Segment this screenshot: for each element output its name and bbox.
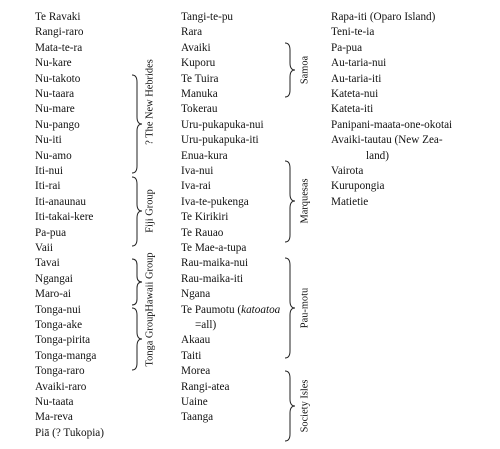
place-name: Mata-te-ra <box>35 41 83 54</box>
place-name: Nu-takoto <box>35 72 81 85</box>
group-label-society-isles: Society Isles <box>299 379 311 433</box>
place-name: Pa-pua <box>35 226 67 239</box>
place-name: Iti-anaunau <box>35 195 86 208</box>
place-name: Iva-nui <box>181 165 214 177</box>
place-name: Tonga-manga <box>35 349 97 362</box>
place-name: Uru-pukapuka-iti <box>181 134 259 147</box>
place-name: Te Kirikiri <box>181 211 229 224</box>
place-name: Vairota <box>331 165 364 177</box>
place-name-part: =all) <box>195 319 217 331</box>
place-name: Tonga-nui <box>35 303 81 316</box>
place-name: Te Tuira <box>181 72 219 85</box>
place-name: Avaiki-raro <box>35 380 87 393</box>
place-name: Iti-rai <box>35 180 61 193</box>
place-name: Kurupongia <box>331 180 385 193</box>
place-name: Ngana <box>181 288 211 301</box>
place-name: Rau-maika-nui <box>181 257 249 270</box>
place-name: Nu-iti <box>35 134 62 147</box>
brace-society-isles <box>283 370 297 442</box>
place-name: Uaine <box>181 396 208 408</box>
brace-tonga <box>130 307 144 371</box>
brace-samoa <box>283 42 297 98</box>
place-name: Nu-amo <box>35 149 72 162</box>
place-name: Nu-pango <box>35 118 80 131</box>
place-name: Tonga-raro <box>35 365 85 378</box>
place-name-paumotu <box>181 303 280 317</box>
place-name: Enua-kura <box>181 149 228 162</box>
place-name: Rangi-raro <box>35 26 84 39</box>
place-name: Te Mae-a-tupa <box>181 242 247 254</box>
place-name: Tokerau <box>181 103 218 116</box>
place-name: Rangi-atea <box>181 380 230 393</box>
place-name: Nu-kare <box>35 57 72 70</box>
brace-fiji <box>130 176 144 247</box>
place-name: Nu-mare <box>35 103 75 116</box>
brace-marquesas <box>283 160 297 243</box>
place-name: land) <box>366 149 389 162</box>
group-label-paumotu: Pau-motu <box>299 287 311 329</box>
place-name: Tonga-ake <box>35 319 83 331</box>
brace-hawaii <box>130 258 144 306</box>
place-name: Panipani-maata-one-okotai <box>331 118 453 131</box>
place-name: Nu-taata <box>35 396 74 408</box>
place-name: Matietie <box>331 195 369 208</box>
place-name: Rara <box>181 26 203 39</box>
place-name: Manuka <box>181 88 218 100</box>
place-name: Avaiki <box>181 41 211 54</box>
place-name-part: Te Paumotu ( <box>181 303 242 316</box>
group-label-new-hebrides: ? The New Hebrides <box>144 59 156 145</box>
place-name: Tangi-te-pu <box>181 11 234 23</box>
place-name: Kateta-nui <box>331 88 379 100</box>
place-name: Maro-ai <box>35 288 72 301</box>
place-name: Au-taria-iti <box>331 72 382 85</box>
place-name: Nu-taara <box>35 88 75 100</box>
place-name: Kuporu <box>181 57 216 70</box>
place-name: Au-taria-nui <box>331 57 387 70</box>
brace-paumotu <box>283 257 297 359</box>
place-name: Iva-te-pukenga <box>181 195 249 208</box>
group-label-hawaii: Hawaii Group <box>144 252 156 312</box>
place-name: Avaiki-tautau (New Zea- <box>331 134 443 147</box>
place-name: Taanga <box>181 411 214 424</box>
brace-new-hebrides <box>130 74 144 174</box>
place-name: Te Ravaki <box>35 11 81 23</box>
place-name: Taiti <box>181 349 202 362</box>
place-name: Pa-pua <box>331 41 363 54</box>
place-name: Te Rauao <box>181 226 224 239</box>
place-name: Kateta-iti <box>331 103 374 116</box>
place-name: Piā (? Tukopia) <box>35 426 104 439</box>
group-label-samoa: Samoa <box>299 55 311 85</box>
place-name-italic-part: katoatoa <box>241 303 281 316</box>
place-name: Iva-rai <box>181 180 211 193</box>
group-label-tonga: Tonga Group <box>144 311 156 367</box>
place-name: Iti-nui <box>35 165 63 177</box>
place-name: Tonga-pirita <box>35 334 91 347</box>
place-name: Tavai <box>35 257 60 270</box>
group-label-fiji: Fiji Group <box>144 189 156 233</box>
place-name: Teni-te-ia <box>331 26 375 39</box>
place-name: Iti-takai-kere <box>35 211 94 224</box>
place-name: Morea <box>181 365 211 378</box>
place-name: Rapa-iti (Oparo Island) <box>331 11 436 23</box>
group-label-marquesas: Marquesas <box>299 178 311 224</box>
place-name: Ma-reva <box>35 411 73 424</box>
place-name: Vaii <box>35 242 54 254</box>
place-name: Uru-pukapuka-nui <box>181 118 264 131</box>
place-name: Ngangai <box>35 272 73 285</box>
place-name: Rau-maika-iti <box>181 272 244 285</box>
place-name: Akaau <box>181 334 211 347</box>
